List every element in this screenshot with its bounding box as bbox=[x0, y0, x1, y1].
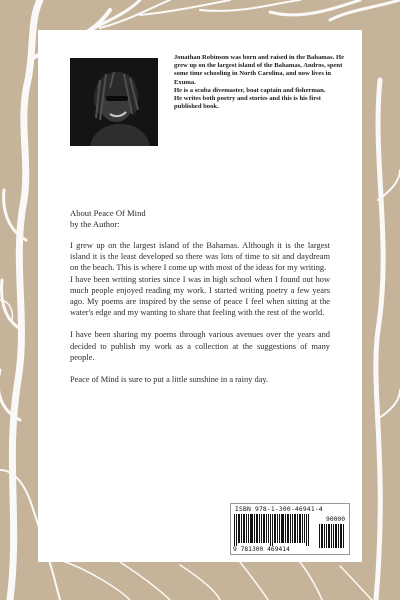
about-paragraph: I grew up on the largest island of the Bahamas. Although it is the largest island it is the least developed so there was lots of time to sit and daydream on the beach. This is where I come up with most of the ideas for my writing. bbox=[70, 241, 330, 273]
isbn-label: ISBN 978-1-300-46941-4 bbox=[235, 506, 323, 513]
barcode-digits: 9 781300 469414 bbox=[233, 546, 290, 553]
author-photo bbox=[70, 58, 158, 146]
author-bio-line: He writes both poetry and stories and this is his first published book. bbox=[174, 95, 321, 111]
author-bio-line: Jonathan Robinson was born and raised in the Bahamas. He grew up on the largest island of the Bahamas, Andros, spent some time schooling in North Carolina, and now lives in Exuma. bbox=[174, 54, 345, 86]
about-subtitle: by the Author: bbox=[70, 219, 120, 229]
about-body bbox=[70, 240, 330, 385]
author-bio bbox=[174, 54, 348, 111]
about-paragraph: I have been sharing my poems through various avenues over the years and decided to publish my work as a collection at the suggestions of many people. bbox=[70, 330, 330, 362]
about-paragraph: I have been writing stories since I was in high school when I found out how much people enjoyed reading my work. I started writing poetry a few years ago. My poems are inspired by the sense of peace I feel when sitting at the water's edge and my wanting to share that feeling with the rest of the world. bbox=[70, 274, 330, 318]
barcode-bars-icon bbox=[234, 514, 312, 546]
isbn-barcode bbox=[230, 503, 350, 555]
addon-barcode-icon bbox=[319, 524, 345, 548]
price-code: 90000 bbox=[326, 516, 345, 523]
author-bio-line: He is a scuba divemaster, boat captain and fisherman. bbox=[174, 86, 326, 94]
about-paragraph: Peace of Mind is sure to put a little sunshine in a rainy day. bbox=[70, 375, 269, 385]
about-title: About Peace Of Mind bbox=[70, 208, 146, 218]
about-heading bbox=[70, 208, 270, 230]
back-cover-panel bbox=[38, 30, 362, 562]
